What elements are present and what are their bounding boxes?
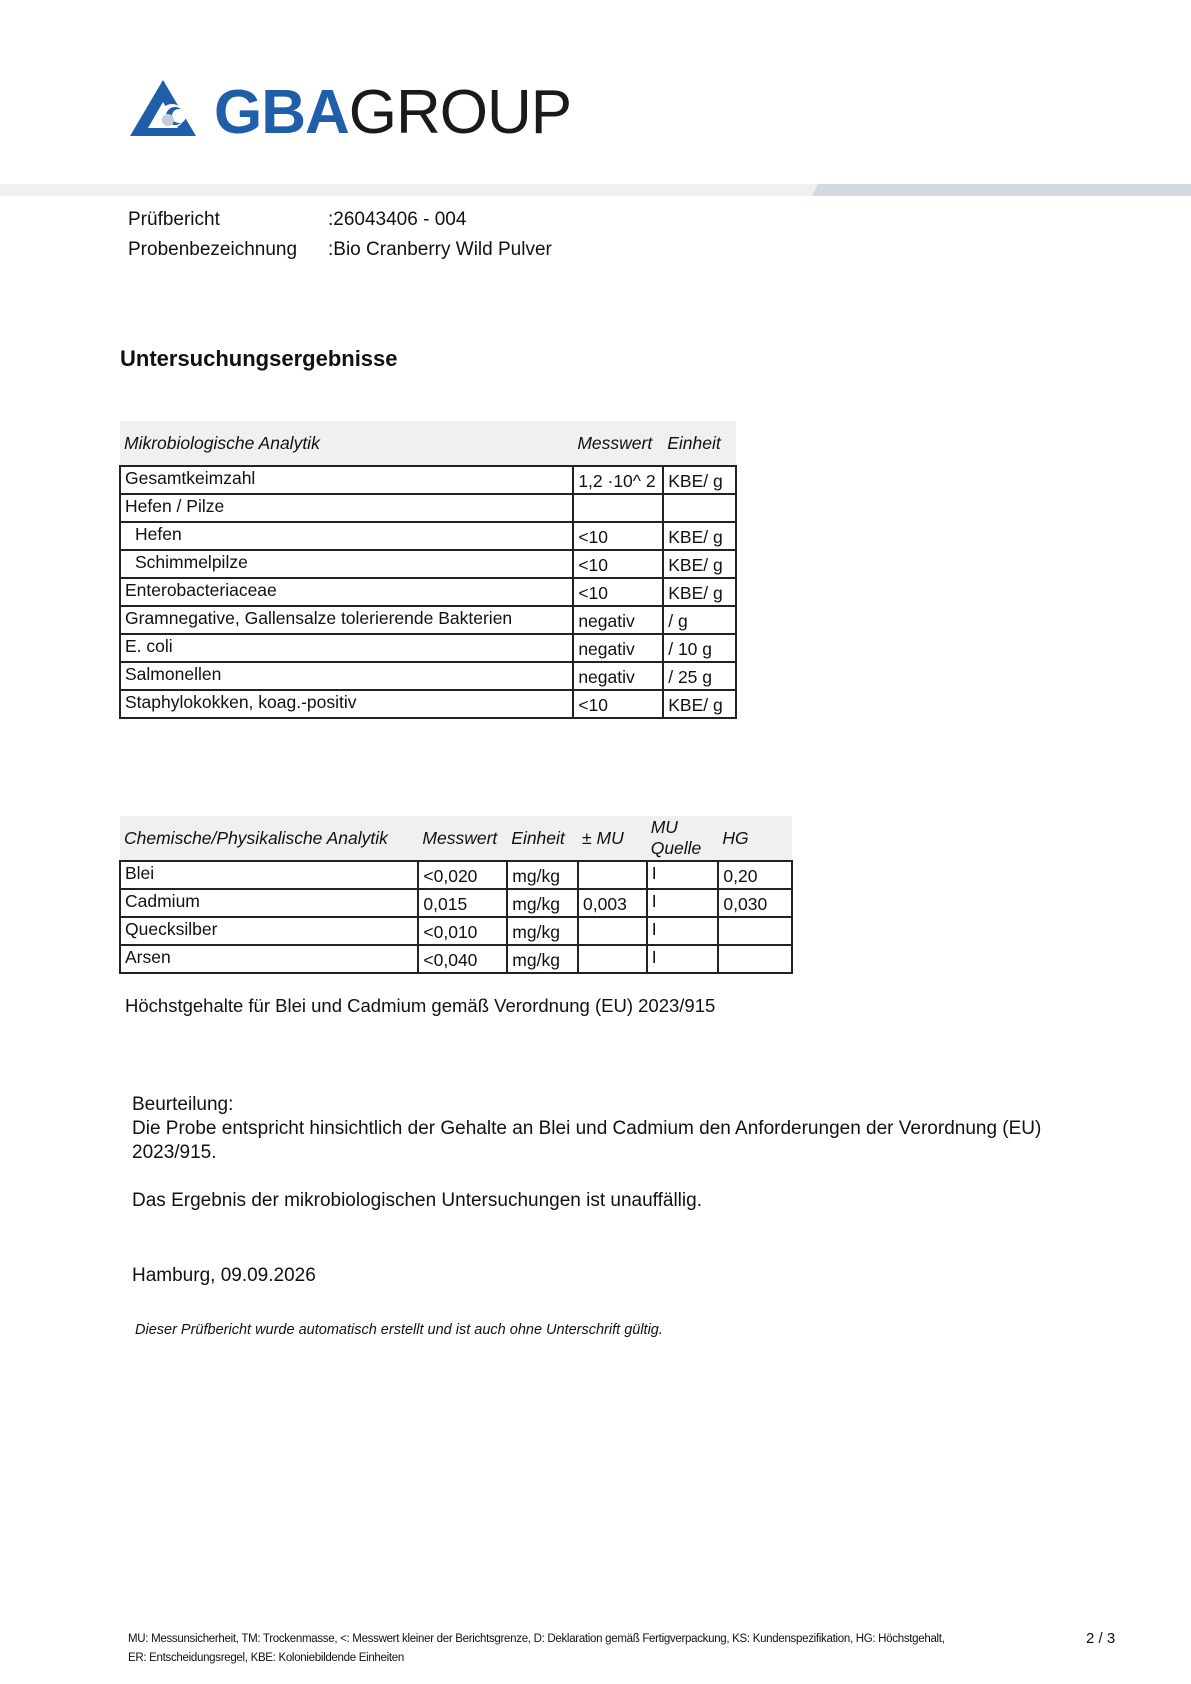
chem-name: Blei [120,861,418,889]
chem-hg [718,917,792,945]
micro-value [573,494,663,522]
chem-note: Höchstgehalte für Blei und Cadmium gemäß Verordnung (EU) 2023/915 [125,995,716,1016]
chem-header-analysis: Chemische/Physikalische Analytik [120,816,418,861]
table-row [120,634,736,662]
micro-value: negativ [573,606,663,634]
chem-header-unit: Einheit [507,816,578,861]
table-row [120,945,792,973]
chem-unit: mg/kg [507,889,578,917]
chem-source: I [647,917,719,945]
micro-header-analysis: Mikrobiologische Analytik [120,421,573,466]
micro-unit: KBE/ g [663,466,736,494]
footer-legend-line2: ER: Entscheidungsregel, KBE: Koloniebildende Einheiten [128,1652,404,1664]
chem-header-mu: ± MU [578,816,647,861]
micro-unit: / g [663,606,736,634]
logo-light: GROUP [348,78,572,147]
chem-mu [578,945,647,973]
micro-value: <10 [573,522,663,550]
table-row [120,606,736,634]
chem-name: Cadmium [120,889,418,917]
assessment-line3: Das Ergebnis der mikrobiologischen Untersuchungen ist unauffällig. [132,1190,702,1211]
footer-legend-line1: MU: Messunsicherheit, TM: Trockenmasse, <: Messwert kleiner der Berichtsgrenze, D: Deklaration gemäß Fertigverpackung, KS: Kundenspezifikation, HG: Höchstgehalt, [128,1633,945,1645]
place-date: Hamburg, 09.09.2026 [132,1265,316,1286]
assessment-label: Beurteilung: [132,1094,234,1115]
table-row [120,578,736,606]
micro-header-unit: Einheit [663,421,736,466]
micro-name: Enterobacteriaceae [120,578,573,606]
micro-name: E. coli [120,634,573,662]
chem-name: Arsen [120,945,418,973]
table-row [120,917,792,945]
table-row [120,690,736,718]
micro-table [119,421,737,719]
micro-value: 1,2 ·10^ 2 [573,466,663,494]
micro-unit: KBE/ g [663,550,736,578]
chem-value: <0,020 [418,861,507,889]
micro-header-row [120,421,736,466]
chem-hg: 0,030 [718,889,792,917]
table-row [120,494,736,522]
chem-table [119,816,793,974]
micro-name: Hefen / Pilze [120,494,573,522]
micro-name: Hefen [120,522,573,550]
table-row [120,550,736,578]
assessment-line2: 2023/915. [132,1142,217,1163]
micro-unit: KBE/ g [663,578,736,606]
logo-wordmark [214,78,572,147]
table-row [120,662,736,690]
chem-source: I [647,861,719,889]
chem-unit: mg/kg [507,945,578,973]
micro-name: Schimmelpilze [120,550,573,578]
report-label: Prüfbericht [128,209,220,230]
micro-value: <10 [573,690,663,718]
gba-logo-mark-icon [130,76,210,140]
sample-label: Probenbezeichnung [128,239,298,260]
chem-value: <0,040 [418,945,507,973]
chem-name: Quecksilber [120,917,418,945]
auto-generated-note: Dieser Prüfbericht wurde automatisch erstellt und ist auch ohne Unterschrift gültig. [135,1322,663,1338]
chem-header-hg: HG [718,816,792,861]
chem-header-mu-source: MU Quelle [647,816,719,861]
micro-value: negativ [573,662,663,690]
micro-unit: KBE/ g [663,522,736,550]
micro-unit: KBE/ g [663,690,736,718]
micro-unit: / 10 g [663,634,736,662]
table-row [120,861,792,889]
micro-name: Gesamtkeimzahl [120,466,573,494]
chem-source: I [647,889,719,917]
chem-value: 0,015 [418,889,507,917]
page-number: 2 / 3 [1086,1630,1116,1647]
micro-header-value: Messwert [573,421,663,466]
micro-value: <10 [573,550,663,578]
chem-mu [578,861,647,889]
table-row [120,466,736,494]
chem-unit: mg/kg [507,917,578,945]
micro-unit [663,494,736,522]
chem-header-row [120,816,792,861]
section-title: Untersuchungsergebnisse [120,346,398,371]
chem-unit: mg/kg [507,861,578,889]
micro-value: <10 [573,578,663,606]
micro-value: negativ [573,634,663,662]
sample-value: :Bio Cranberry Wild Pulver [328,239,552,260]
table-row [120,522,736,550]
chem-hg [718,945,792,973]
gba-group-logo [130,76,570,146]
micro-name: Staphylokokken, koag.-positiv [120,690,573,718]
chem-hg: 0,20 [718,861,792,889]
logo-strong: GBA [214,78,349,147]
chem-header-value: Messwert [418,816,507,861]
chem-source: I [647,945,719,973]
table-row [120,889,792,917]
chem-mu: 0,003 [578,889,647,917]
chem-value: <0,010 [418,917,507,945]
report-value: :26043406 - 004 [328,209,467,230]
micro-unit: / 25 g [663,662,736,690]
micro-name: Gramnegative, Gallensalze tolerierende Bakterien [120,606,573,634]
assessment-line1: Die Probe entspricht hinsichtlich der Gehalte an Blei und Cadmium den Anforderungen der Verordnung (EU) [132,1118,1042,1139]
micro-name: Salmonellen [120,662,573,690]
header-band-accent [812,184,1191,196]
chem-mu [578,917,647,945]
